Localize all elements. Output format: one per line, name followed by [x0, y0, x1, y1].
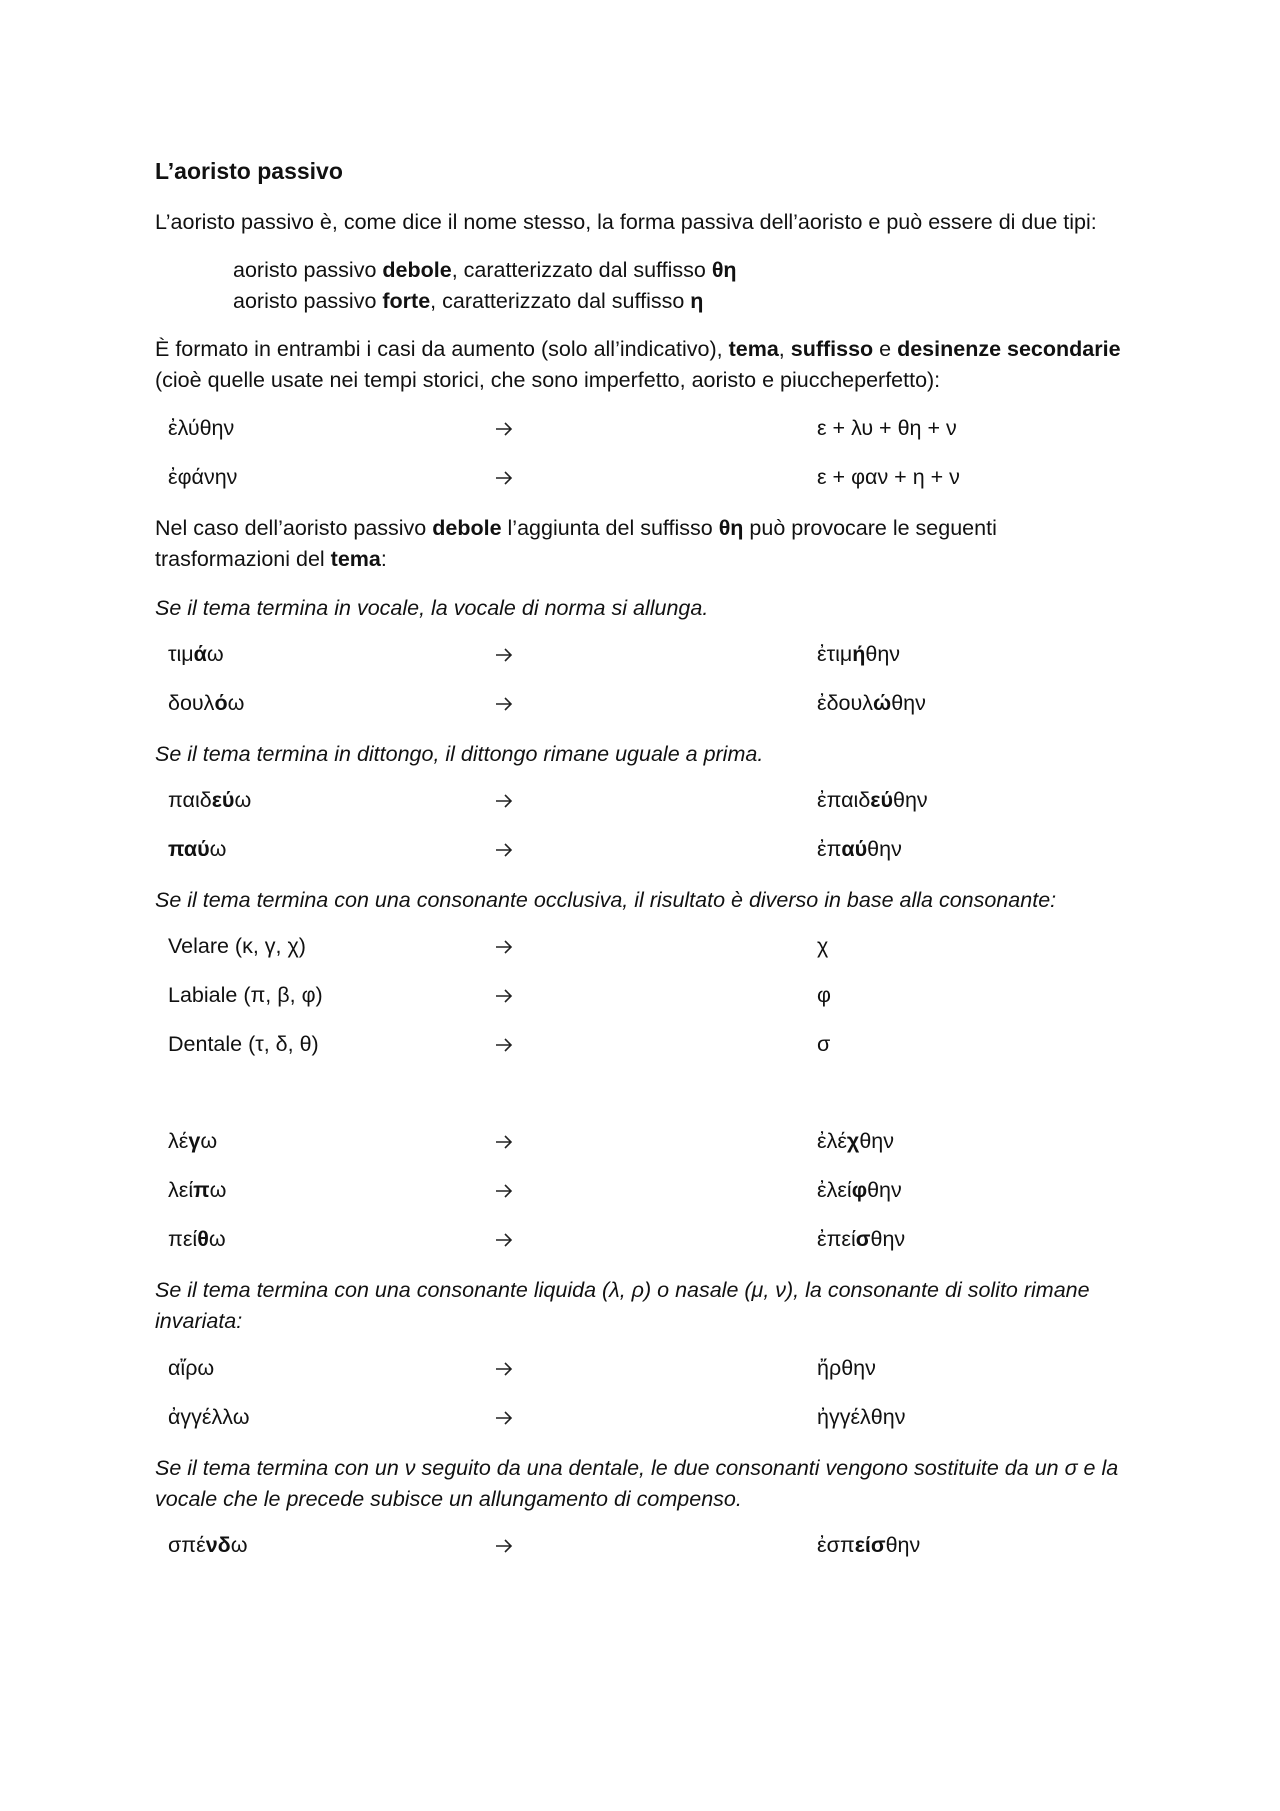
verb-present: λέγω — [168, 1129, 218, 1153]
verb-present: λείπω — [168, 1178, 227, 1202]
arrow-icon — [494, 1227, 514, 1252]
verb-aorist: ἐλείφθην — [817, 1178, 902, 1202]
rule-occlusive: Se il tema termina con una consonante occlusiva, il risultato è diverso in base alla consonante: — [155, 888, 1057, 912]
verb-aorist: ἤρθην — [817, 1356, 876, 1380]
rule-diphthong: Se il tema termina in dittongo, il dittongo rimane uguale a prima. — [155, 742, 764, 766]
example-row — [168, 416, 1128, 446]
example-left: ἐφάνην — [168, 465, 238, 489]
page-title: L’aoristo passivo — [155, 158, 343, 184]
arrow-icon — [494, 1129, 514, 1154]
occlusive-example-row — [168, 1178, 1128, 1208]
verb-aorist: ἐπαιδεύθην — [817, 788, 928, 812]
rule-nu-dental: Se il tema termina con un ν seguito da una dentale, le due consonanti vengono sostituite da un σ e la vocale che le precede subisce un allungamento di compenso. — [155, 1456, 1119, 1511]
arrow-icon — [494, 1032, 514, 1057]
formation-paragraph: È formato in entrambi i casi da aumento (solo all’indicativo), tema, suffisso e desinenze secondarie (cioè quelle usate nei tempi storici, che sono imperfetto, aoristo e piuccheperfetto): — [155, 337, 1121, 392]
arrow-icon — [494, 1405, 514, 1430]
consonant-result: χ — [817, 934, 829, 958]
occlusive-example-row — [168, 1227, 1128, 1257]
arrow-icon — [494, 1533, 514, 1558]
arrow-icon — [494, 691, 514, 716]
consonant-class: Velare (κ, γ, χ) — [168, 934, 306, 958]
verb-aorist: ἐσπείσθην — [817, 1533, 921, 1557]
nu-dental-row — [168, 1533, 1128, 1563]
consonant-class: Labiale (π, β, φ) — [168, 983, 323, 1007]
verb-present: ἀγγέλλω — [168, 1405, 250, 1429]
debole-paragraph: Nel caso dell’aoristo passivo debole l’aggiunta del suffisso θη può provocare le seguenti trasformazioni del tema: — [155, 516, 997, 571]
occlusive-row — [168, 1032, 1128, 1062]
vowel-row — [168, 691, 1128, 721]
occlusive-row — [168, 983, 1128, 1013]
occlusive-example-row — [168, 1129, 1128, 1159]
example-row — [168, 465, 1128, 495]
verb-present: τιμάω — [168, 642, 224, 666]
type-forte: aoristo passivo forte, caratterizzato dal suffisso η — [233, 289, 704, 313]
arrow-icon — [494, 934, 514, 959]
verb-present: παιδεύω — [168, 788, 252, 812]
example-left: ἐλύθην — [168, 416, 235, 440]
verb-aorist: ἐπαύθην — [817, 837, 902, 861]
liquid-row — [168, 1405, 1128, 1435]
arrow-icon — [494, 416, 514, 441]
verb-aorist: ἐλέχθην — [817, 1129, 894, 1153]
verb-present: αἴρω — [168, 1356, 215, 1380]
consonant-result: φ — [817, 983, 831, 1007]
verb-present: δουλόω — [168, 691, 245, 715]
verb-present: παύω — [168, 837, 227, 861]
verb-aorist: ἐτιμήθην — [817, 642, 901, 666]
verb-present: πείθω — [168, 1227, 226, 1251]
example-right: ε + φαν + η + ν — [817, 465, 960, 489]
consonant-class: Dentale (τ, δ, θ) — [168, 1032, 319, 1056]
diphthong-row — [168, 837, 1128, 867]
intro-paragraph: L’aoristo passivo è, come dice il nome stesso, la forma passiva dell’aoristo e può essere di due tipi: — [155, 210, 1097, 234]
verb-present: σπένδω — [168, 1533, 248, 1557]
arrow-icon — [494, 983, 514, 1008]
arrow-icon — [494, 788, 514, 813]
vowel-row — [168, 642, 1128, 672]
arrow-icon — [494, 1178, 514, 1203]
arrow-icon — [494, 837, 514, 862]
example-right: ε + λυ + θη + ν — [817, 416, 957, 440]
liquid-row — [168, 1356, 1128, 1386]
type-debole: aoristo passivo debole, caratterizzato dal suffisso θη — [233, 258, 737, 282]
arrow-icon — [494, 465, 514, 490]
verb-aorist: ἠγγέλθην — [817, 1405, 906, 1429]
consonant-result: σ — [817, 1032, 831, 1056]
rule-vowel: Se il tema termina in vocale, la vocale di norma si allunga. — [155, 596, 709, 620]
verb-aorist: ἐπείσθην — [817, 1227, 906, 1251]
arrow-icon — [494, 1356, 514, 1381]
rule-liquid: Se il tema termina con una consonante liquida (λ, ρ) o nasale (μ, ν), la consonante di solito rimane invariata: — [155, 1278, 1090, 1333]
verb-aorist: ἐδουλώθην — [817, 691, 926, 715]
diphthong-row — [168, 788, 1128, 818]
arrow-icon — [494, 642, 514, 667]
occlusive-row — [168, 934, 1128, 964]
